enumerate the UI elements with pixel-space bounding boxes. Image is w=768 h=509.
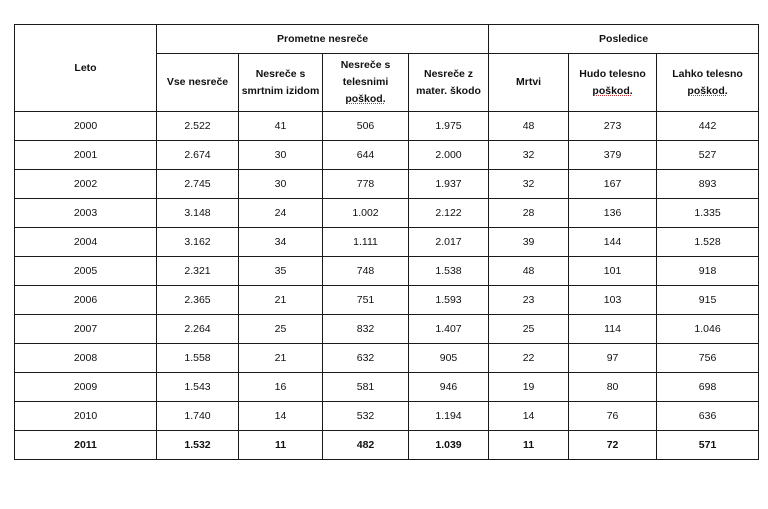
material-damage-cell: 905 — [409, 344, 489, 373]
year-cell: 2005 — [15, 257, 157, 286]
serious-injury-cell: 114 — [569, 315, 657, 344]
light-injury-cell: 527 — [657, 141, 759, 170]
dead-cell: 48 — [489, 112, 569, 141]
material-damage-header — [409, 54, 489, 112]
header-line: Hudo telesno — [579, 67, 646, 80]
table-row — [15, 141, 759, 170]
serious-injury-cell: 379 — [569, 141, 657, 170]
dead-cell: 39 — [489, 228, 569, 257]
fatal-accidents-cell: 30 — [239, 141, 323, 170]
header-line: poškod. — [687, 84, 728, 97]
fatal-accidents-cell: 30 — [239, 170, 323, 199]
material-damage-cell: 1.937 — [409, 170, 489, 199]
serious-injury-cell: 273 — [569, 112, 657, 141]
header-line: telesnimi — [342, 76, 389, 88]
all-accidents-cell: 3.148 — [157, 199, 239, 228]
serious-injury-cell: 144 — [569, 228, 657, 257]
year-column-header: Leto — [15, 25, 157, 112]
dead-cell: 23 — [489, 286, 569, 315]
material-damage-cell: 1.593 — [409, 286, 489, 315]
table-row — [15, 402, 759, 431]
table-header — [15, 25, 759, 112]
table-row — [15, 112, 759, 141]
year-cell: 2009 — [15, 373, 157, 402]
material-damage-cell: 1.194 — [409, 402, 489, 431]
light-injury-cell: 1.335 — [657, 199, 759, 228]
light-injury-cell: 571 — [657, 431, 759, 460]
all-accidents-cell: 3.162 — [157, 228, 239, 257]
table-body — [15, 112, 759, 460]
all-accidents-cell: 2.674 — [157, 141, 239, 170]
dead-cell: 22 — [489, 344, 569, 373]
serious-injury-cell: 72 — [569, 431, 657, 460]
injury-accidents-header — [323, 54, 409, 112]
header-line: poškod. — [345, 93, 386, 105]
table-row — [15, 315, 759, 344]
table-row — [15, 286, 759, 315]
year-cell: 2006 — [15, 286, 157, 315]
injury-accidents-cell: 632 — [323, 344, 409, 373]
material-damage-cell: 1.039 — [409, 431, 489, 460]
light-injury-cell: 636 — [657, 402, 759, 431]
light-injury-cell: 698 — [657, 373, 759, 402]
all-accidents-cell: 2.745 — [157, 170, 239, 199]
consequences-group-header: Posledice — [489, 25, 759, 54]
header-line: Nesreče s — [255, 67, 306, 80]
dead-cell: 14 — [489, 402, 569, 431]
all-accidents-cell: 2.365 — [157, 286, 239, 315]
year-cell: 2002 — [15, 170, 157, 199]
material-damage-cell: 2.017 — [409, 228, 489, 257]
all-accidents-cell: 2.522 — [157, 112, 239, 141]
injury-accidents-cell: 1.111 — [323, 228, 409, 257]
header-line: Nesreče z — [424, 67, 474, 80]
serious-injury-cell: 136 — [569, 199, 657, 228]
traffic-accidents-table — [14, 24, 759, 460]
fatal-accidents-cell: 25 — [239, 315, 323, 344]
fatal-accidents-cell: 34 — [239, 228, 323, 257]
table-row — [15, 431, 759, 460]
material-damage-cell: 1.975 — [409, 112, 489, 141]
table-row — [15, 199, 759, 228]
all-accidents-cell: 2.321 — [157, 257, 239, 286]
injury-accidents-cell: 832 — [323, 315, 409, 344]
all-accidents-cell: 1.543 — [157, 373, 239, 402]
table-row — [15, 373, 759, 402]
fatal-accidents-cell: 14 — [239, 402, 323, 431]
fatal-accidents-cell: 24 — [239, 199, 323, 228]
dead-cell: 32 — [489, 170, 569, 199]
dead-cell: 32 — [489, 141, 569, 170]
injury-accidents-cell: 1.002 — [323, 199, 409, 228]
dead-cell: 11 — [489, 431, 569, 460]
material-damage-cell: 2.122 — [409, 199, 489, 228]
year-cell: 2010 — [15, 402, 157, 431]
year-cell: 2004 — [15, 228, 157, 257]
light-injury-cell: 1.046 — [657, 315, 759, 344]
all-accidents-cell: 1.532 — [157, 431, 239, 460]
light-injury-cell: 893 — [657, 170, 759, 199]
fatal-accidents-cell: 16 — [239, 373, 323, 402]
header-line: poškod. — [592, 84, 633, 97]
serious-injury-cell: 167 — [569, 170, 657, 199]
light-injury-header — [657, 54, 759, 112]
header-line: mater. škodo — [416, 84, 481, 97]
dead-cell: 25 — [489, 315, 569, 344]
light-injury-cell: 915 — [657, 286, 759, 315]
table-row — [15, 257, 759, 286]
year-cell: 2011 — [15, 431, 157, 460]
light-injury-cell: 442 — [657, 112, 759, 141]
accidents-group-header: Prometne nesreče — [157, 25, 489, 54]
year-cell: 2000 — [15, 112, 157, 141]
injury-accidents-cell: 482 — [323, 431, 409, 460]
fatal-accidents-header — [239, 54, 323, 112]
injury-accidents-cell: 751 — [323, 286, 409, 315]
dead-header — [489, 54, 569, 112]
fatal-accidents-cell: 41 — [239, 112, 323, 141]
material-damage-cell: 946 — [409, 373, 489, 402]
year-cell: 2001 — [15, 141, 157, 170]
year-cell: 2007 — [15, 315, 157, 344]
dead-cell: 28 — [489, 199, 569, 228]
table-row — [15, 344, 759, 373]
dead-cell: 48 — [489, 257, 569, 286]
dead-cell: 19 — [489, 373, 569, 402]
table-row — [15, 228, 759, 257]
header-line: Lahko telesno — [672, 67, 743, 80]
header-line: Vse nesreče — [166, 76, 229, 88]
light-injury-cell: 1.528 — [657, 228, 759, 257]
header-line: Nesreče s — [340, 59, 391, 71]
injury-accidents-cell: 581 — [323, 373, 409, 402]
injury-accidents-cell: 532 — [323, 402, 409, 431]
year-cell: 2008 — [15, 344, 157, 373]
injury-accidents-cell: 506 — [323, 112, 409, 141]
serious-injury-cell: 97 — [569, 344, 657, 373]
fatal-accidents-cell: 11 — [239, 431, 323, 460]
serious-injury-header — [569, 54, 657, 112]
injury-accidents-cell: 778 — [323, 170, 409, 199]
serious-injury-cell: 101 — [569, 257, 657, 286]
injury-accidents-cell: 644 — [323, 141, 409, 170]
material-damage-cell: 1.407 — [409, 315, 489, 344]
serious-injury-cell: 80 — [569, 373, 657, 402]
light-injury-cell: 756 — [657, 344, 759, 373]
fatal-accidents-cell: 21 — [239, 286, 323, 315]
all-accidents-cell: 1.558 — [157, 344, 239, 373]
all-accidents-cell: 1.740 — [157, 402, 239, 431]
serious-injury-cell: 103 — [569, 286, 657, 315]
serious-injury-cell: 76 — [569, 402, 657, 431]
table-row — [15, 170, 759, 199]
material-damage-cell: 1.538 — [409, 257, 489, 286]
header-line: Mrtvi — [516, 76, 542, 88]
material-damage-cell: 2.000 — [409, 141, 489, 170]
year-cell: 2003 — [15, 199, 157, 228]
light-injury-cell: 918 — [657, 257, 759, 286]
fatal-accidents-cell: 35 — [239, 257, 323, 286]
fatal-accidents-cell: 21 — [239, 344, 323, 373]
header-line: smrtnim izidom — [241, 84, 320, 97]
all-accidents-header — [157, 54, 239, 112]
all-accidents-cell: 2.264 — [157, 315, 239, 344]
injury-accidents-cell: 748 — [323, 257, 409, 286]
